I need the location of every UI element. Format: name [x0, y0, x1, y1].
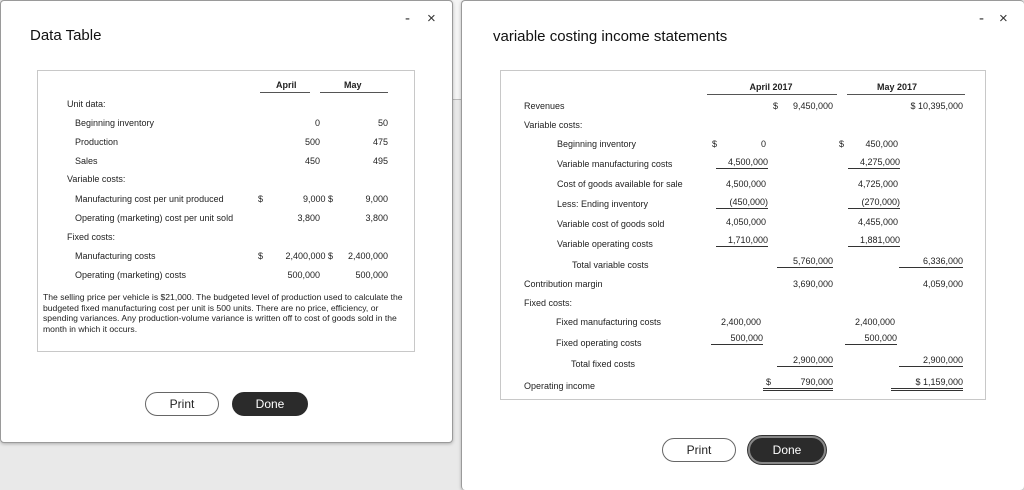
col-header-april-2017: April 2017 [749, 82, 793, 92]
cell-value: 1,710,000 [716, 235, 768, 247]
cell-value: 9,000 [365, 194, 388, 204]
print-button[interactable]: Print [145, 392, 219, 416]
income-statements-window [461, 0, 1024, 490]
cell-value: 500,000 [845, 333, 897, 345]
row-label: Less: Ending inventory [557, 199, 649, 209]
currency-sign: $ [258, 251, 264, 261]
cell-value: 4,455,000 [857, 217, 898, 227]
cell-value: 790,000 [763, 377, 833, 391]
cell-value: 1,881,000 [848, 235, 900, 247]
cell-value: 2,900,000 [899, 355, 963, 367]
cell-value: 2,400,000 $ [285, 251, 333, 261]
currency-sign: $ [839, 139, 845, 149]
currency-sign: $ [773, 101, 779, 111]
cell-value: 475 [372, 137, 388, 147]
cell-value: 9,450,000 [792, 101, 833, 111]
minimize-icon[interactable]: - [405, 10, 410, 27]
cell-value: 0 [760, 139, 766, 149]
data-table-window [0, 0, 453, 443]
done-button[interactable]: Done [748, 436, 826, 464]
cell-value: 4,275,000 [848, 157, 900, 169]
row-label: Beginning inventory [75, 118, 155, 128]
cell-value: 495 [372, 156, 388, 166]
window-title: variable costing income statements [493, 28, 728, 45]
header-underline [847, 94, 965, 95]
cell-value: 500,000 [355, 270, 388, 280]
cell-value: (450,000) [716, 197, 768, 209]
cell-value: 2,400,000 [720, 317, 761, 327]
header-underline [320, 92, 388, 93]
cell-value: 3,800 [297, 213, 320, 223]
row-label: Manufacturing costs [75, 251, 156, 261]
row-label: Cost of goods available for sale [557, 179, 683, 189]
row-label: Beginning inventory [557, 139, 637, 149]
cell-value: 4,725,000 [857, 179, 898, 189]
cell-value: 450,000 [865, 139, 898, 149]
row-label: Operating (marketing) cost per unit sold [75, 213, 234, 223]
col-header-may: May [344, 80, 362, 90]
cell-value: $ 1,159,000 [891, 377, 963, 391]
done-button[interactable]: Done [232, 392, 308, 416]
fixed-costs-label: Fixed costs: [67, 232, 116, 242]
close-icon[interactable]: × [999, 10, 1008, 27]
cell-value: 6,336,000 [899, 256, 963, 268]
unit-data-label: Unit data: [67, 99, 106, 109]
row-label: Contribution margin [524, 279, 603, 289]
income-statement-panel [500, 70, 986, 400]
row-label: Fixed manufacturing costs [556, 317, 662, 327]
problem-note: The selling price per vehicle is $21,000. The budgeted level of production used to calculate the budgeted fixed manufacturing cost per unit is 500 units. There are no price, efficiency, or spending variances. Any production-volume variance is written off to cost of goods sold in the month in which it occurs. [43, 292, 403, 334]
row-label: Total variable costs [572, 260, 649, 270]
cell-value: 450 [304, 156, 320, 166]
row-label: Variable operating costs [557, 239, 653, 249]
minimize-icon[interactable]: - [979, 10, 984, 27]
row-label: Variable cost of goods sold [557, 219, 665, 229]
cell-value: 500,000 [711, 333, 763, 345]
row-label: Sales [75, 156, 98, 166]
header-underline [260, 92, 310, 93]
data-table-panel [37, 70, 415, 352]
cell-value: 0 [314, 118, 320, 128]
col-header-may-2017: May 2017 [877, 82, 918, 92]
close-icon[interactable]: × [427, 10, 436, 27]
currency-sign: $ [766, 377, 772, 387]
cell-value: 5,760,000 [777, 256, 833, 268]
row-label: Operating income [524, 381, 596, 391]
cell-value: 2,900,000 [777, 355, 833, 367]
variable-costs-label: Variable costs: [524, 120, 583, 130]
row-label: Operating (marketing) costs [75, 270, 187, 280]
cell-value: 4,500,000 [716, 157, 768, 169]
row-label: Manufacturing cost per unit produced [75, 194, 224, 204]
row-label: Revenues [524, 101, 565, 111]
cell-value: 50 [377, 118, 388, 128]
cell-value: 2,400,000 [854, 317, 895, 327]
currency-sign: $ [712, 139, 718, 149]
cell-value: 4,050,000 [725, 217, 766, 227]
cell-value: 500 [304, 137, 320, 147]
cell-value: 3,800 [365, 213, 388, 223]
col-header-april: April [276, 80, 297, 90]
cell-value: 4,500,000 [725, 179, 766, 189]
cell-value: (270,000) [848, 197, 900, 209]
window-title: Data Table [30, 27, 102, 44]
row-label: Fixed operating costs [556, 338, 642, 348]
row-label: Variable manufacturing costs [557, 159, 673, 169]
cell-value: 3,690,000 [792, 279, 833, 289]
cell-value: 2,400,000 [347, 251, 388, 261]
cell-value: $ 10,395,000 [910, 101, 963, 111]
variable-costs-label: Variable costs: [67, 174, 126, 184]
row-label: Total fixed costs [571, 359, 636, 369]
currency-sign: $ [258, 194, 264, 204]
row-label: Production [75, 137, 119, 147]
cell-value: 9,000 $ [302, 194, 333, 204]
cell-value: 4,059,000 [922, 279, 963, 289]
header-underline [707, 94, 837, 95]
cell-value: 500,000 [287, 270, 320, 280]
fixed-costs-label: Fixed costs: [524, 298, 573, 308]
print-button[interactable]: Print [662, 438, 736, 462]
